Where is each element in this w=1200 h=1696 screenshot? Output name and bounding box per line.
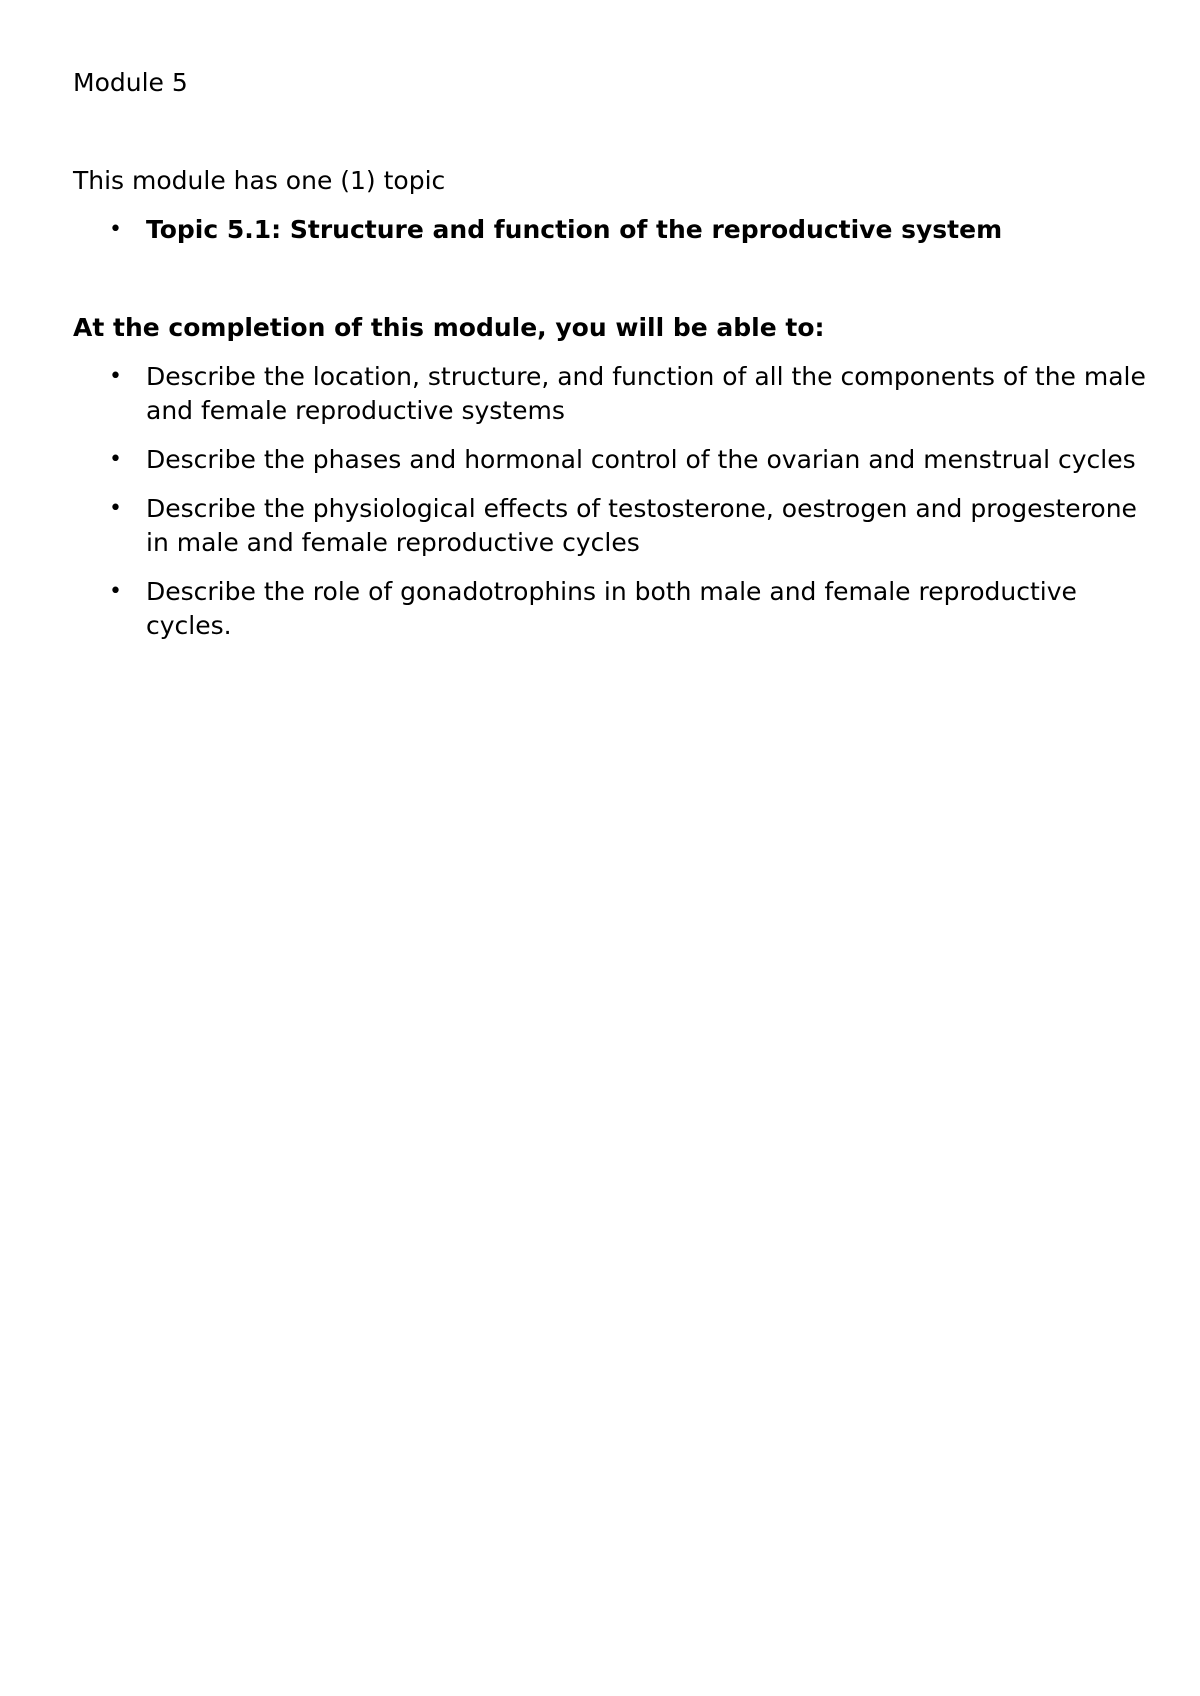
bullet-icon: • — [109, 447, 122, 472]
list-item — [73, 443, 1136, 477]
outcomes-heading: At the completion of this module, you will be able to: — [73, 313, 825, 342]
outcome-text: Describe the phases and hormonal control of the ovarian and menstrual cycles — [146, 445, 1136, 474]
list-item — [73, 492, 1137, 560]
document-page — [73, 66, 1146, 643]
outcome-text: Describe the location, structure, and function of all the components of the male and female reproductive systems — [146, 362, 1146, 425]
list-item — [73, 213, 1133, 247]
topic-title: Topic 5.1: Structure and function of the reproductive system — [146, 215, 1003, 244]
outcome-text: Describe the role of gonadotrophins in both male and female reproductive cycles. — [146, 577, 1077, 640]
module-label: Module 5 — [73, 68, 188, 97]
list-item — [73, 575, 1133, 643]
bullet-icon: • — [109, 496, 122, 521]
topic-count-intro: This module has one (1) topic — [73, 166, 446, 195]
bullet-icon: • — [109, 217, 122, 242]
bullet-icon: • — [109, 364, 122, 389]
outcome-list — [73, 360, 1146, 643]
outcome-text: Describe the physiological effects of testosterone, oestrogen and progesterone in male and female reproductive cycles — [146, 494, 1137, 557]
topic-list — [73, 213, 1133, 247]
bullet-icon: • — [109, 579, 122, 604]
list-item — [73, 360, 1146, 428]
